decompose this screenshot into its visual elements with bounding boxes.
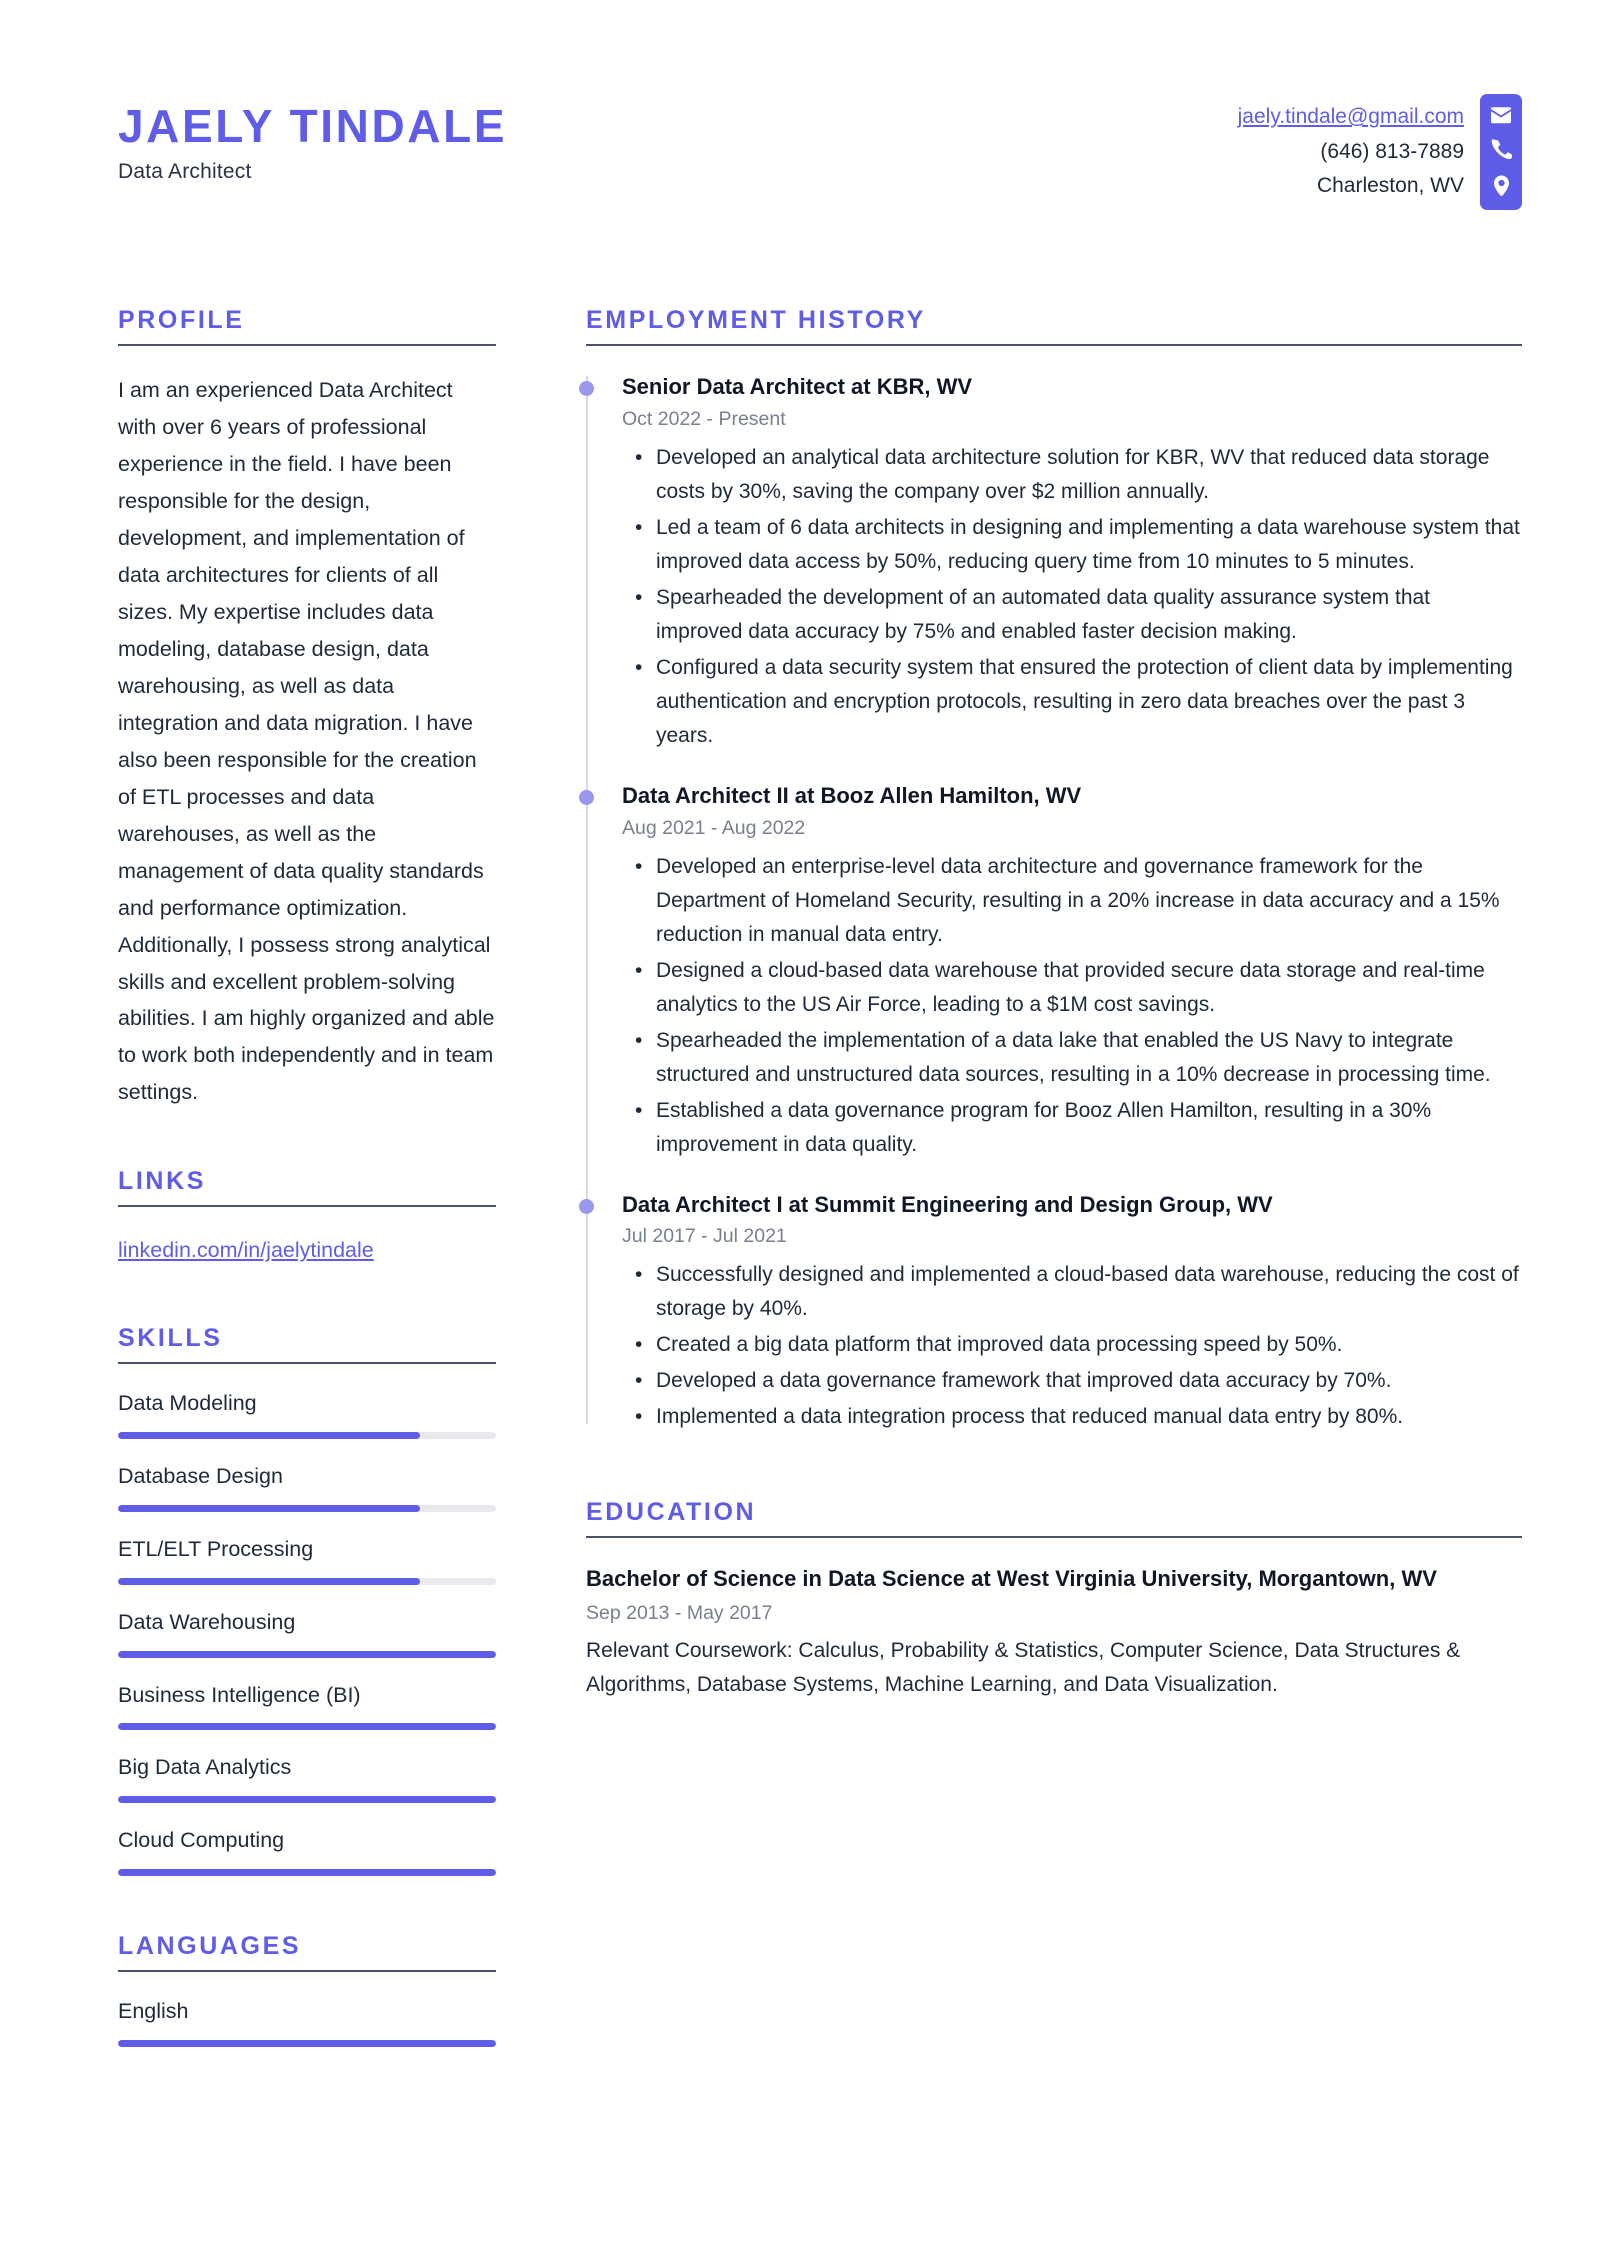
resume-header — [0, 0, 1600, 210]
skills-list — [118, 1390, 496, 1877]
profile-summary-text: I am an experienced Data Architect with over 6 years of professional experience in the field. I have been responsible for the design, development, and implementation of data architectures for clients of all sizes. My expertise includes data modeling, database design, data warehousing, as well as data integration and data migration. I have also been responsible for the creation of ETL processes and data warehouses, as well as the management of data quality standards and performance optimization. Additionally, I possess strong analytical skills and excellent problem-solving abilities. I am highly organized and able to work both independently and in team settings. — [118, 378, 495, 1105]
list-item: • Configured a data security system that ensured the protection of client data by implementing authentication and encryption protocols, resulting in zero data breaches over the past 3 years. — [656, 651, 1522, 753]
skill-bar-fill — [118, 1651, 496, 1658]
list-item — [622, 1190, 1522, 1435]
skill-bar-track — [118, 1505, 496, 1512]
section-education — [586, 1498, 1522, 1702]
list-item: • Spearheaded the implementation of a data lake that enabled the US Navy to integrate structured and unstructured data sources, resulting in a 10% decrease in processing time. — [656, 1024, 1522, 1092]
skill-label: Big Data Analytics — [118, 1755, 292, 1780]
skill-bar-track — [118, 1796, 496, 1803]
contact-location: Charleston, WV — [1316, 174, 1464, 198]
skill-bar-fill — [118, 1578, 420, 1585]
education-dates: Sep 2013 - May 2017 — [586, 1602, 773, 1625]
section-title-links: LINKS — [118, 1167, 206, 1196]
list-item — [118, 1827, 496, 1876]
job-title: Data Architect II at Booz Allen Hamilton, WV — [622, 782, 1082, 808]
identity-block — [118, 92, 507, 184]
list-item — [118, 1682, 496, 1731]
job-bullets — [622, 441, 1522, 753]
job-dates: Oct 2022 - Present — [622, 407, 786, 430]
list-item: • Established a data governance program for Booz Allen Hamilton, resulting in a 30% improvement in data quality. — [656, 1094, 1522, 1162]
list-item — [118, 1609, 496, 1658]
resume-body — [0, 306, 1600, 2103]
timeline-dot-icon — [579, 381, 594, 396]
language-bar-track — [118, 2040, 496, 2047]
language-bar-fill — [118, 2040, 496, 2047]
skill-bar-fill — [118, 1723, 496, 1730]
skill-label: Cloud Computing — [118, 1828, 285, 1853]
list-item: • Developed an enterprise-level data architecture and governance framework for the Department of Homeland Security, resulting in a 20% increase in data accuracy and a 15% reduction in manual data entry. — [656, 850, 1522, 952]
timeline-dot-icon — [579, 1199, 594, 1214]
skill-bar-track — [118, 1651, 496, 1658]
job-dates: Aug 2021 - Aug 2022 — [622, 816, 806, 839]
job-bullets — [622, 1258, 1522, 1434]
employment-timeline — [586, 372, 1522, 1434]
envelope-icon — [1490, 107, 1512, 124]
contact-icon-bar — [1480, 94, 1522, 210]
job-title-subtitle: Data Architect — [118, 160, 252, 184]
education-description: Relevant Coursework: Calculus, Probability & Statistics, Computer Science, Data Structures & Algorithms, Database Systems, Machine Learning, and Data Visualization. — [586, 1639, 1461, 1697]
list-item — [118, 1536, 496, 1585]
location-pin-icon — [1493, 175, 1510, 197]
skill-label: Business Intelligence (BI) — [118, 1682, 361, 1707]
section-title-skills: SKILLS — [118, 1323, 223, 1352]
contact-block — [1238, 92, 1522, 210]
section-title-education: EDUCATION — [586, 1498, 757, 1527]
list-item: • Developed a data governance framework that improved data accuracy by 70%. — [656, 1364, 1522, 1398]
list-item: • Led a team of 6 data architects in designing and implementing a data warehouse system that improved data access by 50%, reducing query time from 10 minutes to 5 minutes. — [656, 511, 1522, 579]
section-divider — [586, 1536, 1522, 1538]
job-title: Data Architect I at Summit Engineering and Design Group, WV — [622, 1191, 1273, 1217]
list-item — [118, 1463, 496, 1512]
skill-bar-track — [118, 1432, 496, 1439]
job-title: Senior Data Architect at KBR, WV — [622, 374, 973, 399]
list-item: • Designed a cloud-based data warehouse that provided secure data storage and real-time analytics to the US Air Force, leading to a $1M cost savings. — [656, 954, 1522, 1022]
page-title: JAELY TINDALE — [118, 100, 508, 152]
section-title-languages: LANGUAGES — [118, 1932, 302, 1961]
skill-bar-fill — [118, 1505, 420, 1512]
skill-bar-track — [118, 1869, 496, 1876]
links-list — [118, 1233, 496, 1267]
list-item — [586, 1564, 1522, 1702]
skill-bar-track — [118, 1723, 496, 1730]
contact-email-link[interactable]: jaely.tindale@gmail.com — [1237, 105, 1464, 128]
list-item: • Spearheaded the development of an automated data quality assurance system that improved data accuracy by 75% and enabled faster decision making. — [656, 581, 1522, 649]
skill-label: Data Modeling — [118, 1390, 257, 1415]
language-label: English — [118, 1999, 189, 2024]
skill-bar-fill — [118, 1432, 420, 1439]
section-languages — [118, 1932, 496, 2047]
section-profile — [118, 306, 496, 1111]
list-item: • Created a big data platform that improved data processing speed by 50%. — [656, 1328, 1522, 1362]
skill-bar-track — [118, 1578, 496, 1585]
job-dates: Jul 2017 - Jul 2021 — [622, 1225, 787, 1248]
skill-bar-fill — [118, 1869, 496, 1876]
section-skills — [118, 1324, 496, 1877]
section-divider — [118, 1362, 496, 1364]
list-item: • Implemented a data integration process that reduced manual data entry by 80%. — [656, 1400, 1522, 1434]
education-degree: Bachelor of Science in Data Science at West Virginia University, Morgantown, WV — [586, 1566, 1437, 1592]
section-divider — [118, 1205, 496, 1207]
list-item — [622, 372, 1522, 753]
languages-list — [118, 1998, 496, 2047]
list-item: • Developed an analytical data architecture solution for KBR, WV that reduced data storage costs by 30%, saving the company over $2 million annually. — [656, 441, 1522, 509]
timeline-dot-icon — [579, 790, 594, 805]
contact-phone: (646) 813-7889 — [1320, 139, 1464, 163]
main-content — [536, 306, 1522, 1758]
list-item — [118, 1998, 496, 2047]
list-item — [622, 781, 1522, 1162]
section-links — [118, 1167, 496, 1267]
job-bullets — [622, 850, 1522, 1162]
skill-bar-fill — [118, 1796, 496, 1803]
section-title-employment: EMPLOYMENT HISTORY — [586, 306, 926, 334]
skill-label: Data Warehousing — [118, 1609, 296, 1634]
sidebar — [118, 306, 536, 2103]
section-divider — [118, 344, 496, 346]
section-divider — [118, 1970, 496, 1972]
contact-details — [1238, 92, 1464, 204]
list-item — [118, 1754, 496, 1803]
section-employment-history — [586, 306, 1522, 1434]
section-title-profile: PROFILE — [118, 306, 245, 334]
list-item: • Successfully designed and implemented a cloud-based data warehouse, reducing the cost of storage by 40%. — [656, 1258, 1522, 1326]
link-item[interactable]: linkedin.com/in/jaelytindale — [118, 1238, 374, 1263]
skill-label: Database Design — [118, 1463, 283, 1488]
section-divider — [586, 344, 1522, 346]
skill-label: ETL/ELT Processing — [118, 1536, 314, 1561]
list-item — [118, 1390, 496, 1439]
phone-icon — [1491, 139, 1512, 160]
